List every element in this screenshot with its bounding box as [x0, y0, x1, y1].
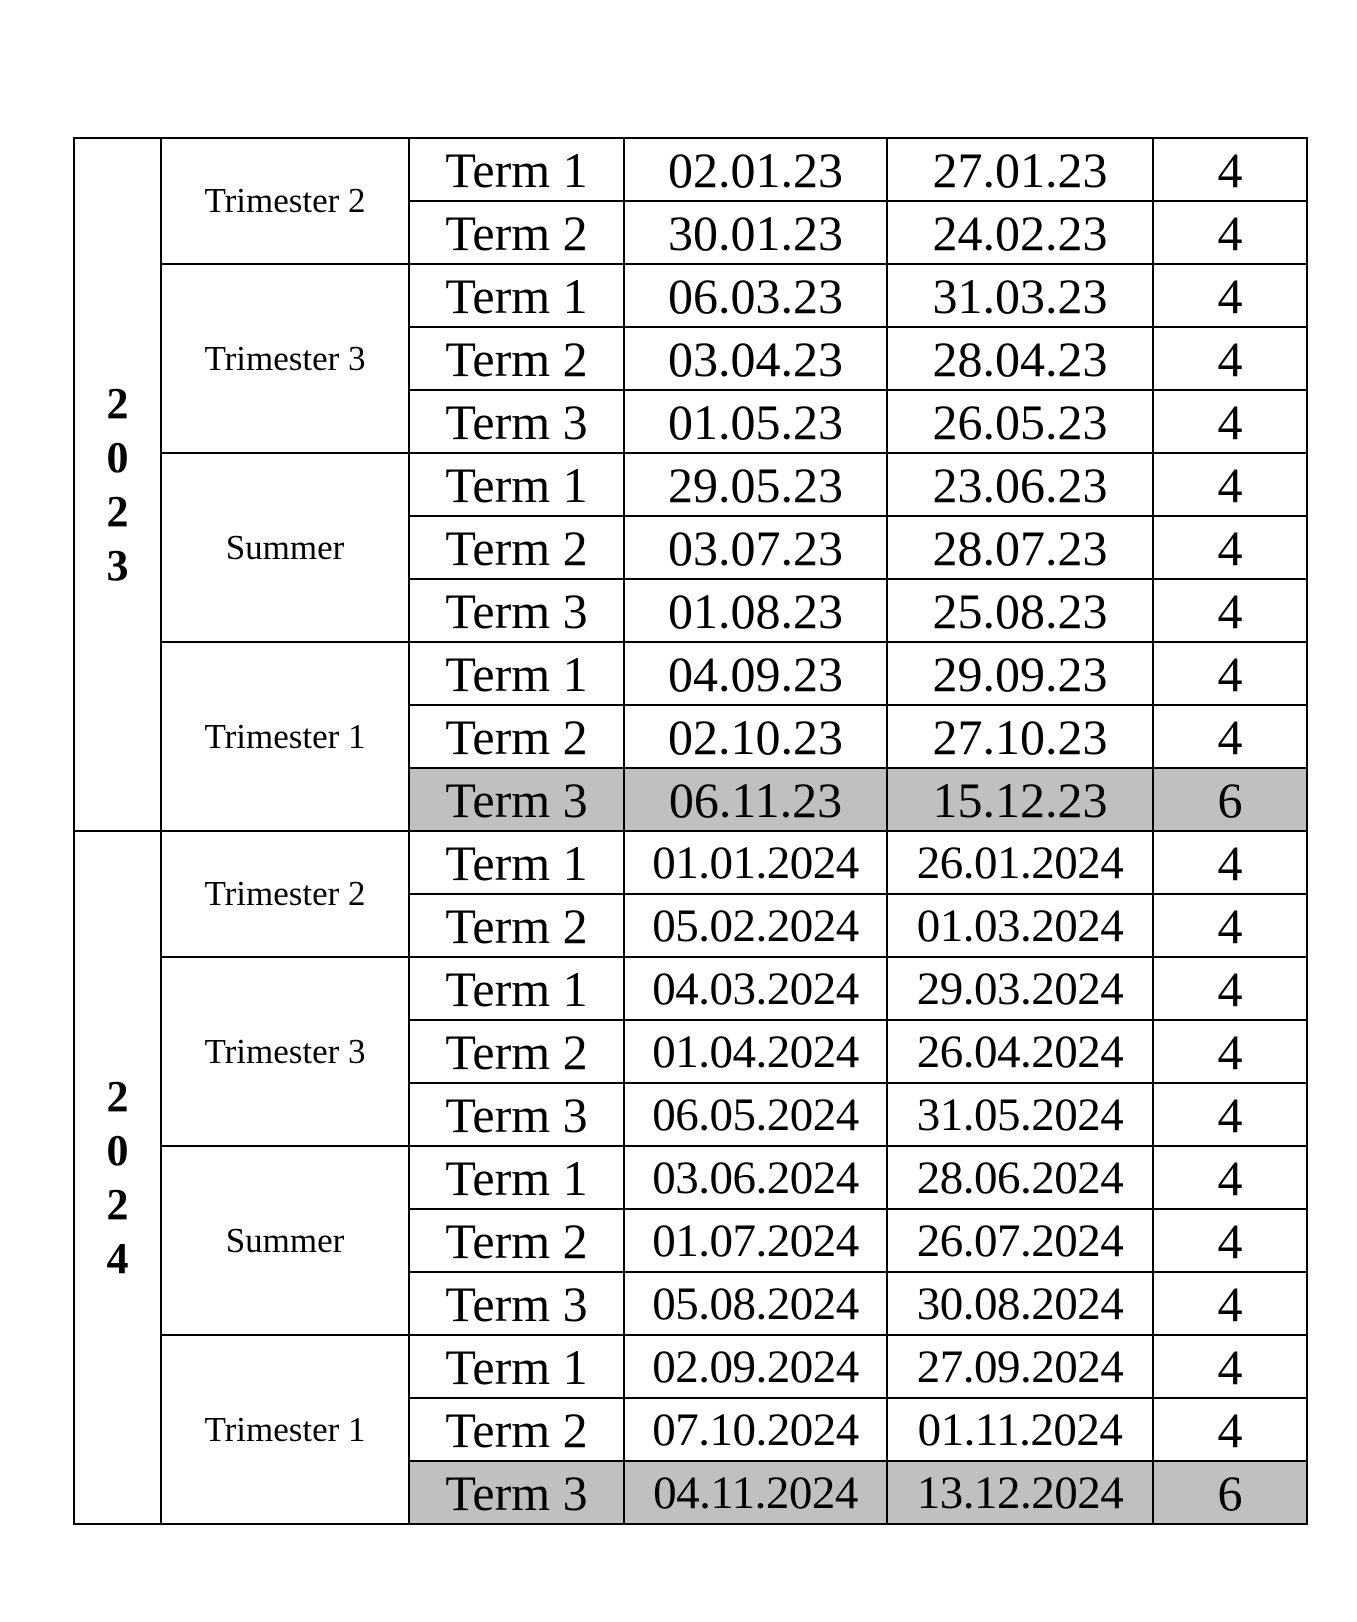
- period-cell: Trimester 1: [161, 642, 409, 831]
- end-date-cell: 27.10.23: [887, 705, 1153, 768]
- weeks-cell: 4: [1153, 138, 1307, 201]
- end-date-cell: 29.03.2024: [887, 957, 1153, 1020]
- weeks-cell: 4: [1153, 579, 1307, 642]
- term-cell: Term 2: [409, 705, 624, 768]
- weeks-cell: 4: [1153, 1209, 1307, 1272]
- term-cell: Term 3: [409, 579, 624, 642]
- year-digit: 2: [106, 378, 129, 428]
- weeks-cell: 4: [1153, 705, 1307, 768]
- year-cell: [74, 831, 161, 1524]
- term-cell: Term 1: [409, 957, 624, 1020]
- end-date-cell: 27.09.2024: [887, 1335, 1153, 1398]
- start-date-cell: 05.08.2024: [624, 1272, 887, 1335]
- end-date-cell: 26.01.2024: [887, 831, 1153, 894]
- table-row: [74, 453, 1307, 516]
- term-cell: Term 1: [409, 138, 624, 201]
- end-date-cell: 27.01.23: [887, 138, 1153, 201]
- start-date-cell: 06.11.23: [624, 768, 887, 831]
- end-date-cell: 31.03.23: [887, 264, 1153, 327]
- end-date-cell: 01.11.2024: [887, 1398, 1153, 1461]
- term-cell: Term 2: [409, 516, 624, 579]
- weeks-cell: 4: [1153, 327, 1307, 390]
- weeks-cell: 4: [1153, 390, 1307, 453]
- weeks-cell: 4: [1153, 1335, 1307, 1398]
- weeks-cell: 4: [1153, 264, 1307, 327]
- year-digit: 3: [106, 540, 129, 590]
- term-cell: Term 1: [409, 831, 624, 894]
- start-date-cell: 05.02.2024: [624, 894, 887, 957]
- start-date-cell: 30.01.23: [624, 201, 887, 264]
- term-cell: Term 2: [409, 327, 624, 390]
- table-row: [74, 1335, 1307, 1398]
- end-date-cell: 01.03.2024: [887, 894, 1153, 957]
- term-cell: Term 2: [409, 1020, 624, 1083]
- weeks-cell: 4: [1153, 1398, 1307, 1461]
- term-cell: Term 3: [409, 1461, 624, 1524]
- start-date-cell: 04.11.2024: [624, 1461, 887, 1524]
- period-cell: Trimester 3: [161, 957, 409, 1146]
- term-cell: Term 1: [409, 1146, 624, 1209]
- period-cell: Trimester 2: [161, 831, 409, 957]
- weeks-cell: 4: [1153, 516, 1307, 579]
- year-digit: 2: [106, 1179, 129, 1229]
- start-date-cell: 06.05.2024: [624, 1083, 887, 1146]
- term-cell: Term 1: [409, 453, 624, 516]
- start-date-cell: 02.01.23: [624, 138, 887, 201]
- end-date-cell: 15.12.23: [887, 768, 1153, 831]
- end-date-cell: 29.09.23: [887, 642, 1153, 705]
- year-digit: 0: [106, 1125, 129, 1175]
- table-row: [74, 1146, 1307, 1209]
- start-date-cell: 01.08.23: [624, 579, 887, 642]
- table-row: [74, 138, 1307, 201]
- end-date-cell: 31.05.2024: [887, 1083, 1153, 1146]
- start-date-cell: 01.01.2024: [624, 831, 887, 894]
- end-date-cell: 28.07.23: [887, 516, 1153, 579]
- weeks-cell: 4: [1153, 201, 1307, 264]
- weeks-cell: 4: [1153, 642, 1307, 705]
- start-date-cell: 03.07.23: [624, 516, 887, 579]
- period-cell: Trimester 1: [161, 1335, 409, 1524]
- term-cell: Term 3: [409, 768, 624, 831]
- year-digit: 4: [106, 1233, 129, 1283]
- year-digit: 2: [106, 1071, 129, 1121]
- year-cell: [74, 138, 161, 831]
- weeks-cell: 4: [1153, 957, 1307, 1020]
- period-cell: Summer: [161, 1146, 409, 1335]
- end-date-cell: 26.04.2024: [887, 1020, 1153, 1083]
- table-row: [74, 831, 1307, 894]
- term-cell: Term 3: [409, 1272, 624, 1335]
- start-date-cell: 01.07.2024: [624, 1209, 887, 1272]
- term-cell: Term 2: [409, 201, 624, 264]
- table-row: [74, 264, 1307, 327]
- term-cell: Term 1: [409, 1335, 624, 1398]
- start-date-cell: 06.03.23: [624, 264, 887, 327]
- end-date-cell: 25.08.23: [887, 579, 1153, 642]
- weeks-cell: 4: [1153, 1272, 1307, 1335]
- year-digit: 0: [106, 432, 129, 482]
- end-date-cell: 26.05.23: [887, 390, 1153, 453]
- start-date-cell: 01.04.2024: [624, 1020, 887, 1083]
- term-cell: Term 1: [409, 264, 624, 327]
- period-cell: Trimester 3: [161, 264, 409, 453]
- term-cell: Term 3: [409, 1083, 624, 1146]
- weeks-cell: 4: [1153, 1146, 1307, 1209]
- start-date-cell: 02.10.23: [624, 705, 887, 768]
- start-date-cell: 02.09.2024: [624, 1335, 887, 1398]
- weeks-cell: 4: [1153, 1020, 1307, 1083]
- weeks-cell: 6: [1153, 1461, 1307, 1524]
- end-date-cell: 30.08.2024: [887, 1272, 1153, 1335]
- term-cell: Term 1: [409, 642, 624, 705]
- table-row: [74, 957, 1307, 1020]
- start-date-cell: 04.03.2024: [624, 957, 887, 1020]
- end-date-cell: 28.06.2024: [887, 1146, 1153, 1209]
- academic-calendar-table: [73, 137, 1308, 1525]
- year-digit: 2: [106, 486, 129, 536]
- weeks-cell: 6: [1153, 768, 1307, 831]
- start-date-cell: 07.10.2024: [624, 1398, 887, 1461]
- term-cell: Term 2: [409, 1398, 624, 1461]
- term-cell: Term 3: [409, 390, 624, 453]
- weeks-cell: 4: [1153, 831, 1307, 894]
- start-date-cell: 03.04.23: [624, 327, 887, 390]
- term-cell: Term 2: [409, 894, 624, 957]
- start-date-cell: 01.05.23: [624, 390, 887, 453]
- calendar-body: [74, 138, 1307, 1524]
- period-cell: Summer: [161, 453, 409, 642]
- end-date-cell: 28.04.23: [887, 327, 1153, 390]
- start-date-cell: 03.06.2024: [624, 1146, 887, 1209]
- start-date-cell: 04.09.23: [624, 642, 887, 705]
- weeks-cell: 4: [1153, 453, 1307, 516]
- end-date-cell: 26.07.2024: [887, 1209, 1153, 1272]
- period-cell: Trimester 2: [161, 138, 409, 264]
- term-cell: Term 2: [409, 1209, 624, 1272]
- end-date-cell: 23.06.23: [887, 453, 1153, 516]
- weeks-cell: 4: [1153, 894, 1307, 957]
- weeks-cell: 4: [1153, 1083, 1307, 1146]
- end-date-cell: 24.02.23: [887, 201, 1153, 264]
- end-date-cell: 13.12.2024: [887, 1461, 1153, 1524]
- table-row: [74, 642, 1307, 705]
- start-date-cell: 29.05.23: [624, 453, 887, 516]
